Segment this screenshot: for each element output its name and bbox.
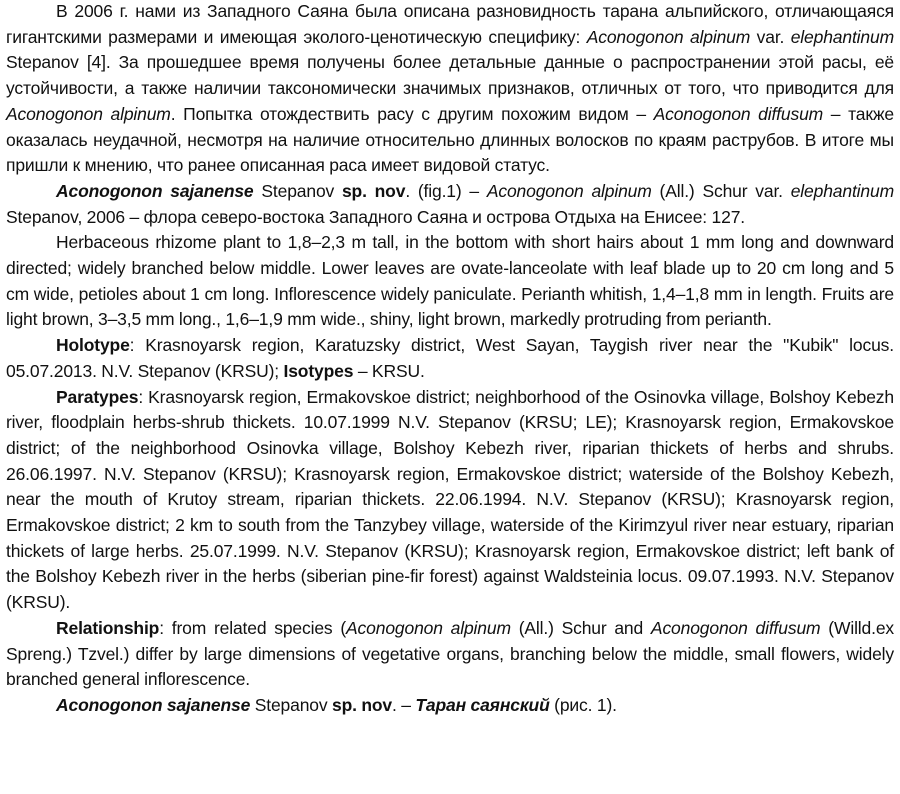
text-run: Aconogonon alpinum: [346, 617, 511, 638]
text-run: Isotypes: [283, 360, 354, 381]
text-run: Stepanov, 2006 – флора северо-востока Западного Саяна и острова Отдыха на Енисее: 127.: [6, 206, 745, 227]
paratypes-paragraph: [6, 385, 894, 616]
text-run: elephantinum: [790, 180, 894, 201]
text-run: elephantinum: [790, 26, 894, 47]
text-run: Таран саянский: [415, 694, 550, 715]
text-run: Aconogonon sajanense: [56, 180, 254, 201]
text-run: Paratypes: [56, 386, 139, 407]
text-run: . (fig.1) –: [405, 180, 487, 201]
text-run: Aconogonon alpinum: [586, 26, 751, 47]
text-run: Aconogonon alpinum: [486, 180, 652, 201]
text-run: : from related species (: [159, 617, 347, 638]
species-header-paragraph: [6, 179, 894, 230]
text-run: Stepanov: [250, 694, 332, 715]
text-run: var.: [750, 26, 791, 47]
text-run: Relationship: [56, 617, 160, 638]
russian-name-paragraph: [6, 693, 894, 719]
text-run: Stepanov: [253, 180, 342, 201]
text-run: sp. nov: [341, 180, 406, 201]
intro-paragraph: [6, 0, 894, 179]
text-run: (All.) Schur var.: [651, 180, 791, 201]
text-run: (Willd.ex Spreng.) Tzvel.) differ by large dimensions of vegetative organs, branching below the middle, small flowers, widely branched general inflorescence.: [6, 617, 895, 690]
text-run: Holotype: [56, 335, 130, 356]
text-run: – KRSU.: [353, 360, 425, 381]
text-run: Aconogonon sajanense: [56, 694, 251, 715]
text-run: – также оказалась неудачной, несмотря на наличие относительно длинных волосков по краям раструбов. В итоге мы пришли к мнению, что ранее описанная раса имеет видовой статус.: [6, 103, 894, 176]
text-run: (рис. 1).: [549, 694, 617, 715]
text-run: sp. nov: [331, 694, 392, 715]
text-run: . Попытка отождествить расу с другим похожим видом –: [170, 103, 654, 124]
relationship-paragraph: [6, 616, 894, 693]
text-run: (All.) Schur and: [510, 617, 651, 638]
text-run: Aconogonon alpinum: [6, 103, 171, 124]
holotype-paragraph: [6, 333, 894, 384]
text-run: : Krasnoyarsk region, Karatuzsky district, West Sayan, Taygish river near the "Kubik" locus. 05.07.2013. N.V. Stepanov (KRSU);: [6, 335, 894, 381]
text-run: : Krasnoyarsk region, Ermakovskoe district; neighborhood of the Osinovka village, Bolshoy Kebezh river, floodplain herbs-shrub thickets. 10.07.1999 N.V. Stepanov (KRSU; LE); Krasnoyarsk region, Ermakovskoe district; of the neighborhood Osinovka village, Bolshoy Kebezh river, riparian thickets of herbs and shrubs. 26.06.1997. N.V. Stepanov (KRSU); Krasnoyarsk region, Ermakovskoe district; waterside of the Bolshoy Kebezh, near the mouth of Krutoy stream, riparian thickets. 22.06.1994. N.V. Stepanov (KRSU); Krasnoyarsk region, Ermakovskoe district; 2 km to south from the Tanzybey village, waterside of the Kirimzyul river near estuary, riparian thickets of large herbs. 25.07.1999. N.V. Stepanov (KRSU); Krasnoyarsk region, Ermakovskoe district; left bank of the Bolshoy Kebezh river in the herbs (siberian pine-fir forest) against Waldsteinia locus. 09.07.1993. N.V. Stepanov (KRSU).: [6, 386, 894, 613]
text-run: В 2006 г. нами из Западного Саяна была описана разновидность тарана альпийского, отличающаяся гигантскими размерами и имеющая эколого-ценотическую специфику:: [6, 1, 894, 47]
text-run: . –: [392, 694, 416, 715]
description-paragraph: [6, 230, 894, 333]
text-run: Herbaceous rhizome plant to 1,8–2,3 m tall, in the bottom with short hairs about 1 mm long and downward directed; widely branched below middle. Lower leaves are ovate-lanceolate with leaf blade up to 20 cm long and 5 cm wide, petioles about 1 cm long. Inflorescence widely paniculate. Perianth whitish, 1,4–1,8 mm in length. Fruits are light brown, 3–3,5 mm long., 1,6–1,9 mm wide., shiny, light brown, markedly protruding from perianth.: [6, 232, 894, 330]
text-run: Aconogonon diffusum: [650, 617, 821, 638]
text-run: Stepanov [4]. За прошедшее время получены более детальные данные о распространении этой расы, её устойчивости, а также наличии таксономически значимых признаков, отличных от того, что приводится для: [6, 52, 894, 99]
text-run: Aconogonon diffusum: [653, 103, 824, 124]
